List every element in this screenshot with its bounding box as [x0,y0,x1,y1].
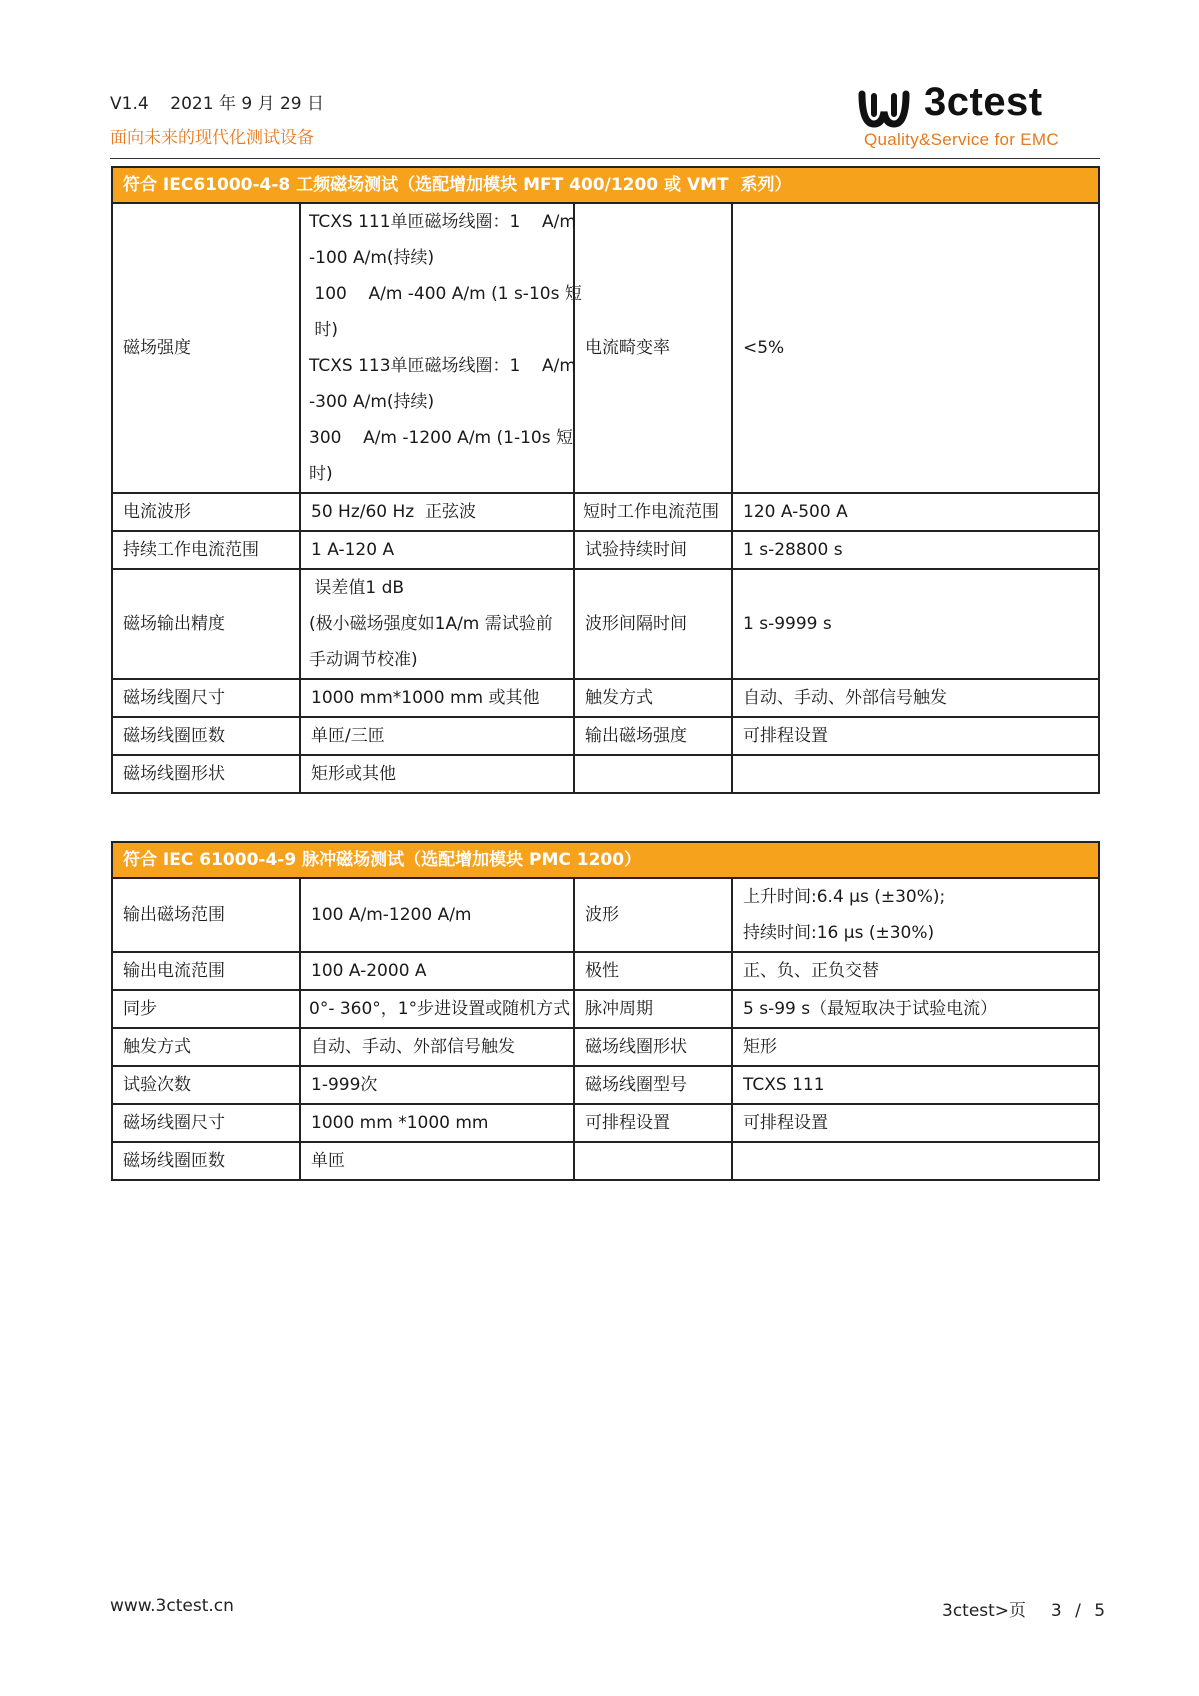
page-header [110,92,324,150]
company-slogan: 面向未来的现代化测试设备 [110,128,314,148]
spec-label [574,1142,732,1180]
table-row [112,717,1099,755]
spec-value: 0°- 360°，1°步进设置或随机方式 [300,990,574,1028]
spec-value-line: 100 A/m -400 A/m (1 s-10s 短 [309,284,582,304]
footer-website: www.3ctest.cn [110,1596,234,1616]
spec-value [300,569,574,679]
spec-label: 磁场强度 [112,203,300,493]
company-logo [858,82,1098,152]
spec-label: 电流畸变率 [574,203,732,493]
spec-label: 可排程设置 [574,1104,732,1142]
spec-value: 正、负、正负交替 [732,952,1099,990]
spec-value-line: 时) [309,464,333,484]
spec-value: 5 s-99 s（最短取决于试验电流） [732,990,1099,1028]
spec-value: 50 Hz/60 Hz 正弦波 [300,493,574,531]
table-row [112,1066,1099,1104]
spec-value-line: (极小磁场强度如1A/m 需试验前 [309,614,553,634]
spec-value: 单匝/三匝 [300,717,574,755]
page-label: 3ctest>页 [942,1601,1027,1621]
spec-value: 矩形或其他 [300,755,574,793]
spec-label: 触发方式 [112,1028,300,1066]
table-row [112,878,1099,952]
logo-mark-icon [858,88,910,128]
table-row [112,203,1099,493]
table-title-row [112,842,1099,878]
table-row [112,990,1099,1028]
logo-tagline: Quality&Service for EMC [864,130,1059,149]
spec-label: 电流波形 [112,493,300,531]
spec-value-line: 300 A/m -1200 A/m (1-10s 短 [309,428,573,448]
spec-value-line: TCXS 111单匝磁场线圈：1 A/m [309,212,576,232]
spec-label: 脉冲周期 [574,990,732,1028]
spec-label: 短时工作电流范围 [574,493,732,531]
spec-value-line: 持续时间:16 μs (±30%) [743,923,935,943]
version-date: V1.4 2021 年 9 月 29 日 [110,94,325,114]
spec-value: 1000 mm*1000 mm 或其他 [300,679,574,717]
table-row [112,1028,1099,1066]
spec-label: 极性 [574,952,732,990]
header-divider [110,158,1100,159]
spec-label: 磁场线圈型号 [574,1066,732,1104]
table-row [112,1142,1099,1180]
spec-label: 波形间隔时间 [574,569,732,679]
spec-value: TCXS 111 [732,1066,1099,1104]
page-current: 3 [1050,1601,1062,1621]
logo-wordmark: 3ctest [924,80,1043,124]
spec-value [732,878,1099,952]
spec-value-line: -300 A/m(持续) [309,392,435,412]
table-row [112,493,1099,531]
spec-value: 120 A-500 A [732,493,1099,531]
spec-table-pulse-magnetic [111,841,1100,1181]
spec-label: 试验持续时间 [574,531,732,569]
spec-value: 1 A-120 A [300,531,574,569]
spec-label: 磁场线圈形状 [574,1028,732,1066]
spec-label: 试验次数 [112,1066,300,1104]
spec-label: 磁场线圈匝数 [112,717,300,755]
spec-value-line: 手动调节校准) [309,650,418,670]
spec-value: 1 s-28800 s [732,531,1099,569]
page-total: 5 [1094,1601,1106,1621]
spec-value-line: -100 A/m(持续) [309,248,435,268]
spec-value: 可排程设置 [732,1104,1099,1142]
spec-value: 矩形 [732,1028,1099,1066]
spec-value [300,203,582,493]
spec-label: 输出电流范围 [112,952,300,990]
spec-label: 持续工作电流范围 [112,531,300,569]
spec-value-line: 上升时间:6.4 μs (±30%); [743,887,946,907]
spec-label: 输出磁场强度 [574,717,732,755]
spec-value: 自动、手动、外部信号触发 [732,679,1099,717]
spec-value: 可排程设置 [732,717,1099,755]
spec-label: 磁场线圈尺寸 [112,1104,300,1142]
table-row [112,952,1099,990]
spec-label: 输出磁场范围 [112,878,300,952]
spec-value: 100 A-2000 A [300,952,574,990]
spec-label: 磁场输出精度 [112,569,300,679]
spec-label: 磁场线圈匝数 [112,1142,300,1180]
table-row [112,531,1099,569]
spec-value: 单匝 [300,1142,574,1180]
table-title: 符合 IEC 61000-4-9 脉冲磁场测试（选配增加模块 PMC 1200） [112,842,1099,878]
spec-label: 同步 [112,990,300,1028]
spec-table-power-frequency [111,166,1100,794]
spec-value [732,755,1099,793]
spec-value: 自动、手动、外部信号触发 [300,1028,574,1066]
table-row [112,679,1099,717]
spec-value-line: 误差值1 dB [309,578,405,598]
spec-value: <5% [732,203,1099,493]
table-row [112,569,1099,679]
table-row [112,755,1099,793]
spec-value [732,1142,1099,1180]
spec-label: 磁场线圈形状 [112,755,300,793]
footer-page-number [942,1596,1105,1621]
spec-label: 触发方式 [574,679,732,717]
spec-value: 100 A/m-1200 A/m [300,878,574,952]
spec-value-line: TCXS 113单匝磁场线圈：1 A/m [309,356,576,376]
table-title: 符合 IEC61000-4-8 工频磁场测试（选配增加模块 MFT 400/1200 或 VMT 系列） [112,167,1099,203]
table-row [112,1104,1099,1142]
spec-value-line: 时) [309,320,339,340]
spec-label: 磁场线圈尺寸 [112,679,300,717]
page-separator: / [1075,1601,1081,1621]
table-title-row [112,167,1099,203]
spec-label [574,755,732,793]
spec-label: 波形 [574,878,732,952]
spec-value: 1-999次 [300,1066,574,1104]
spec-value: 1000 mm *1000 mm [300,1104,574,1142]
spec-value: 1 s-9999 s [732,569,1099,679]
